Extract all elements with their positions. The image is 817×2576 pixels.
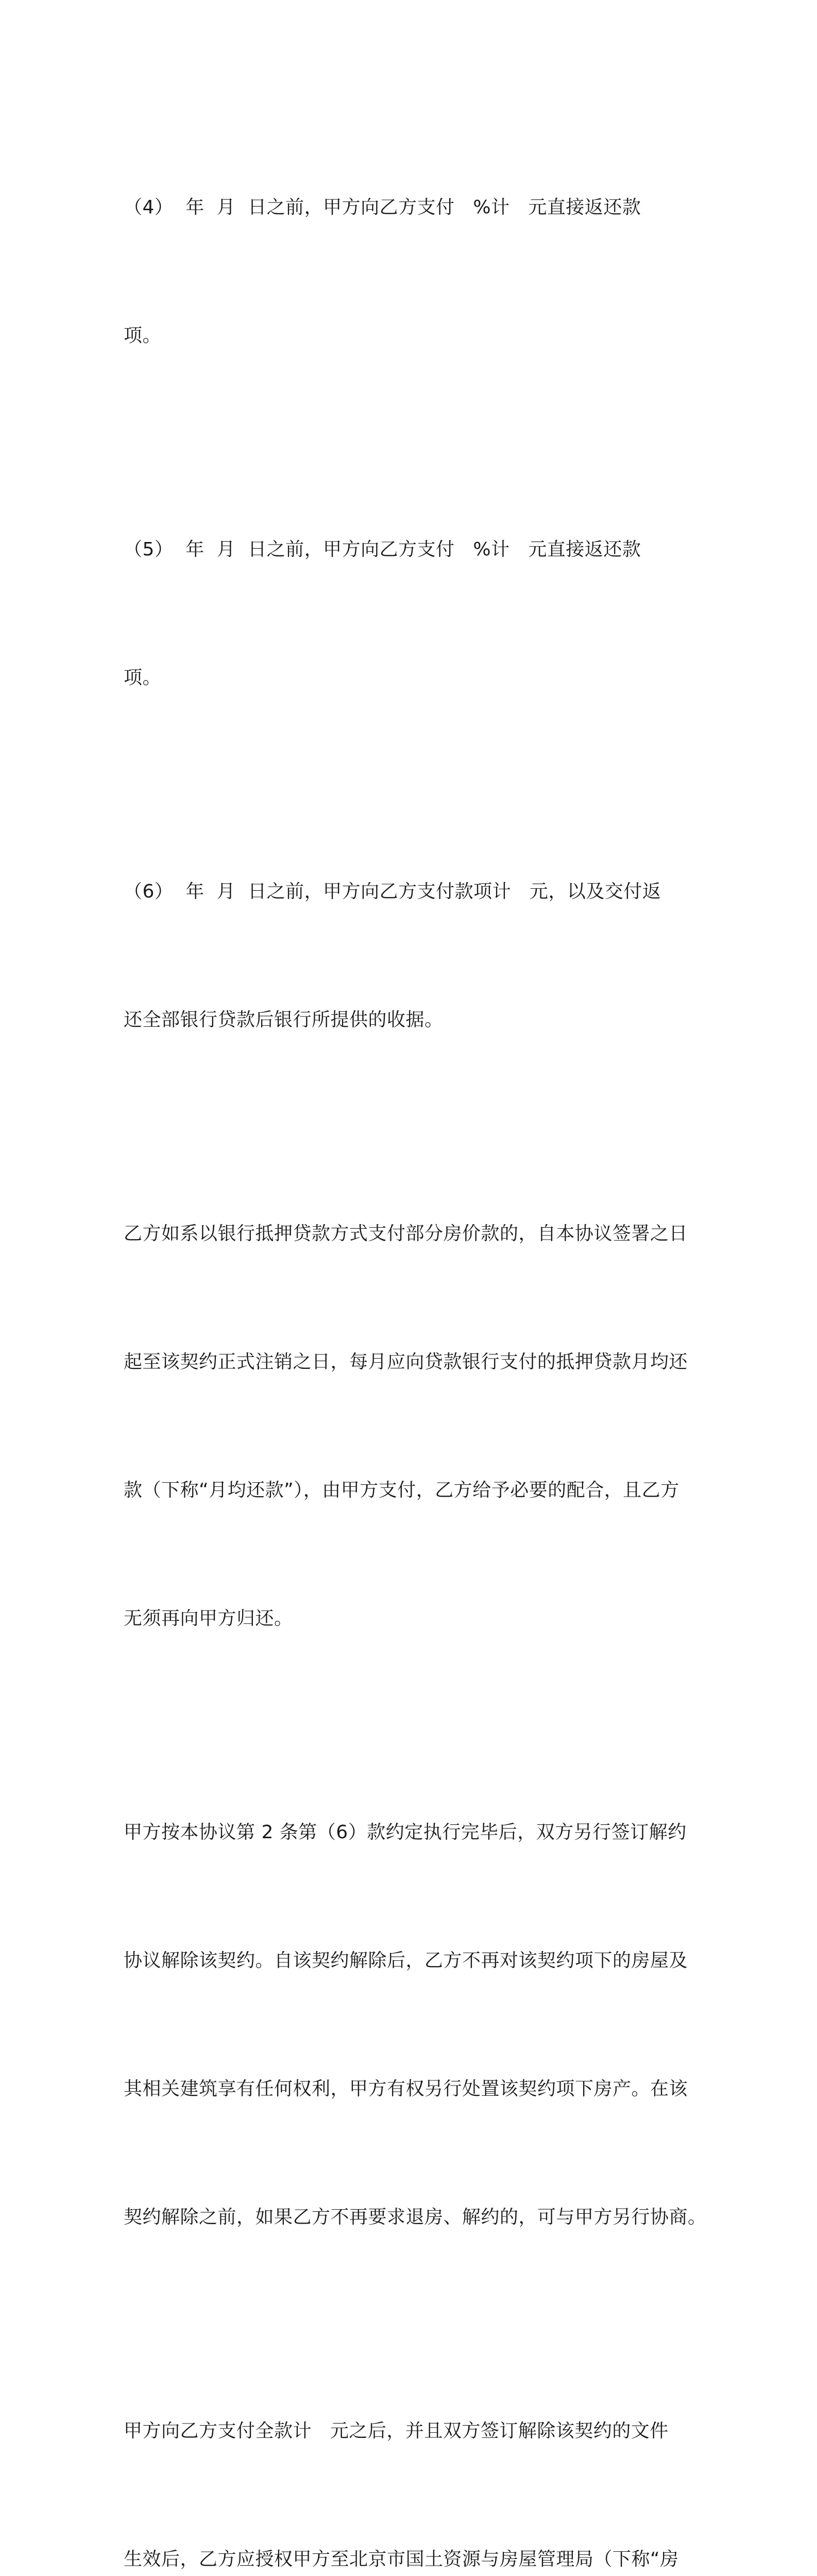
text-line: 协议解除该契约。自该契约解除后，乙方不再对该契约项下的房屋及 <box>124 1950 688 1971</box>
clause-4 <box>124 100 701 443</box>
text-line: 甲方按本协议第 2 条第（6）款约定执行完毕后，双方另行签订解约 <box>124 1822 687 1843</box>
text-line: 款（下称“月均还款”），由甲方支付，乙方给予必要的配合，且乙方 <box>124 1480 679 1501</box>
clause-6 <box>124 785 701 1127</box>
text-line: 乙方如系以银行抵押贷款方式支付部分房价款的，自本协议签署之日 <box>124 1223 688 1244</box>
text-line: 无须再向甲方归还。 <box>124 1608 293 1629</box>
clause-5 <box>124 443 701 785</box>
text-line: 生效后，乙方应授权甲方至北京市国土资源与房屋管理局（下称“房 <box>124 2549 679 2570</box>
text-line: 项。 <box>124 667 162 688</box>
text-line: （5） 年 月 日之前，甲方向乙方支付 %计 元直接返还款 <box>124 539 641 560</box>
text-line: （4） 年 月 日之前，甲方向乙方支付 %计 元直接返还款 <box>124 197 641 218</box>
termination-paragraph <box>124 1725 707 2324</box>
text-line: 契约解除之前，如果乙方不再要求退房、解约的，可与甲方另行协商。 <box>124 2207 707 2228</box>
text-line: 还全部银行贷款后银行所提供的收据。 <box>124 1009 444 1030</box>
text-line: 起至该契约正式注销之日，每月应向贷款银行支付的抵押贷款月均还 <box>124 1351 688 1372</box>
text-line: 甲方向乙方支付全款计 元之后，并且双方签订解除该契约的文件 <box>124 2420 669 2442</box>
document-body <box>124 100 707 2576</box>
text-line: 项。 <box>124 325 162 346</box>
text-line: 其相关建筑享有任何权利，甲方有权另行处置该契约项下房产。在该 <box>124 2078 688 2099</box>
mortgage-paragraph <box>124 1127 701 1725</box>
text-line: （6） 年 月 日之前，甲方向乙方支付款项计 元，以及交付返 <box>124 881 661 902</box>
authorization-paragraph <box>124 2324 701 2576</box>
